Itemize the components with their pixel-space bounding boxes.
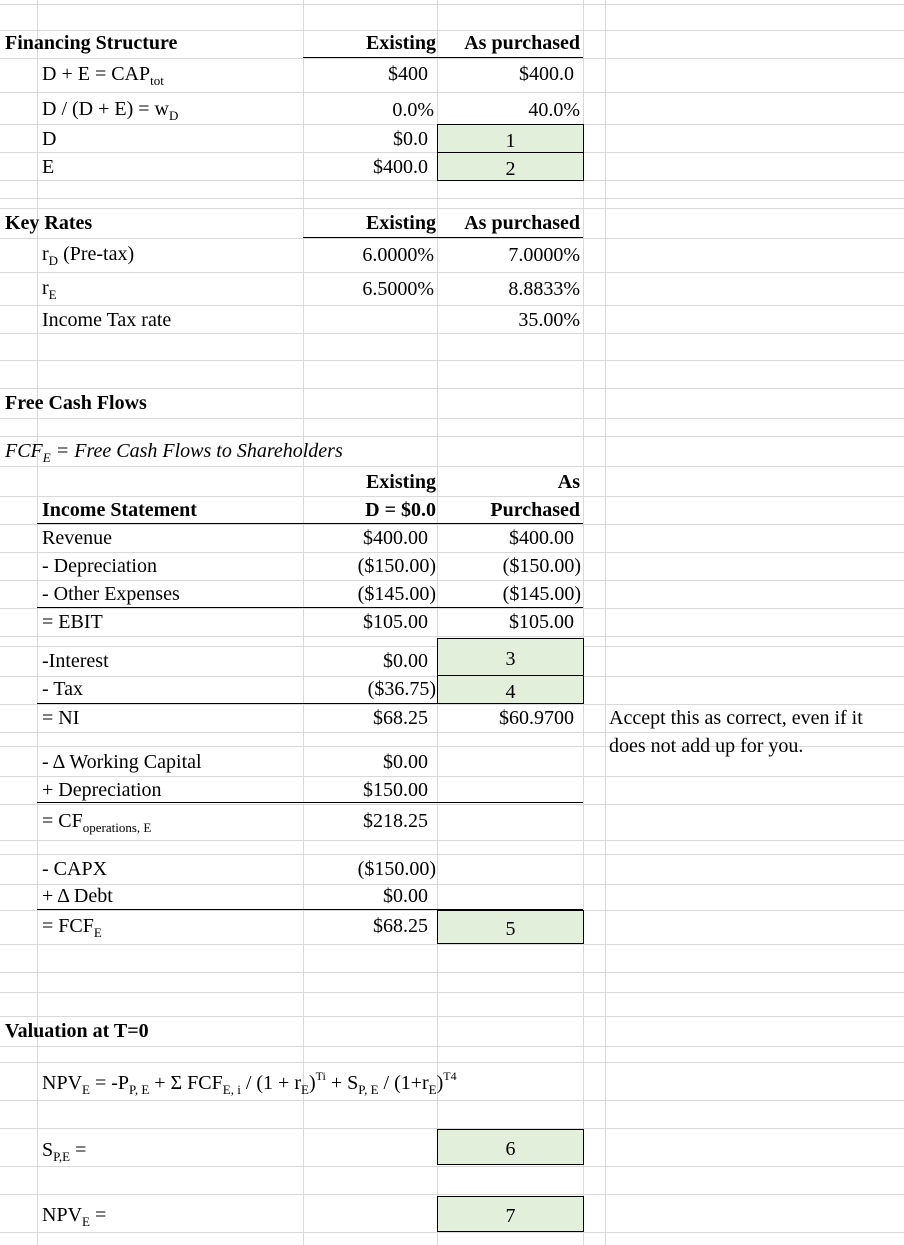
income-statement-header: Income Statement: [42, 499, 197, 521]
section-title-fcf: Free Cash Flows: [5, 392, 147, 414]
fcf-definition: $FCF_E$ = Free Cash Flows to Shareholders: [5, 440, 343, 465]
tax-existing: ($36.75): [367, 678, 436, 700]
row-label-revenue: Revenue: [42, 527, 112, 549]
row-label-working-capital: - Δ Working Capital: [42, 751, 202, 773]
other-expenses-purchased: ($145.00): [502, 583, 581, 605]
equity-rate-existing: 6.5000%: [362, 278, 434, 300]
row-label-capx: - CAPX: [42, 858, 108, 880]
section-title-rates: Key Rates: [5, 212, 93, 234]
equity-rate-purchased: 8.8833%: [508, 278, 580, 300]
fcf-col-header-as: As: [557, 471, 580, 493]
row-label-capital: $D + E = CAP_{tot}$: [42, 63, 164, 88]
section-title-valuation: Valuation at T=0: [5, 1020, 149, 1042]
ebit-underline: [37, 607, 583, 608]
col-header-existing: Existing: [365, 32, 436, 54]
ebit-purchased: $105.00: [509, 611, 574, 633]
section-title-financing: Financing Structure: [5, 32, 178, 54]
header-underline: [303, 57, 583, 58]
row-label-delta-debt: + Δ Debt: [42, 885, 113, 907]
row-label-tax-rate: Income Tax rate: [42, 309, 172, 331]
other-expenses-existing: ($145.00): [357, 583, 436, 605]
capital-existing: $400: [388, 63, 428, 85]
row-label-equity-rate: $r_E$: [42, 277, 57, 302]
rates-col-header-existing: Existing: [365, 212, 436, 234]
debt-existing: $0.0: [393, 128, 428, 150]
tax-rate-purchased: 35.00%: [518, 309, 580, 331]
net-income-existing: $68.25: [373, 707, 428, 729]
ni-underline: [37, 703, 437, 704]
delta-debt-existing: $0.00: [383, 885, 428, 907]
answer-cell-6[interactable]: 6: [437, 1129, 584, 1165]
interest-existing: $0.00: [383, 650, 428, 672]
row-label-debt: D: [42, 128, 57, 150]
net-income-note: Accept this as correct, even if it does not add up for you.: [609, 707, 863, 757]
grid-col-line: [583, 0, 584, 1245]
debt-rate-existing: 6.0000%: [362, 244, 434, 266]
grid-col-line: [37, 0, 38, 1245]
cfo-underline: [37, 802, 583, 803]
row-label-interest: -Interest: [42, 650, 109, 672]
row-label-tax: - Tax: [42, 678, 83, 700]
row-label-npv: $NPV_E$ =: [42, 1204, 107, 1229]
answer-cell-4[interactable]: 4: [437, 675, 584, 704]
debt-weight-existing: 0.0%: [392, 99, 434, 121]
answer-cell-2[interactable]: 2: [437, 152, 584, 181]
row-label-net-income: = NI: [42, 707, 80, 729]
revenue-purchased: $400.00: [509, 527, 574, 549]
fcf-col-header-existing: Existing: [365, 471, 436, 493]
row-label-ebit: = EBIT: [42, 611, 103, 633]
depreciation-purchased: ($150.00): [502, 555, 581, 577]
answer-cell-1[interactable]: 1: [437, 124, 584, 153]
row-label-other-expenses: - Other Expenses: [42, 583, 180, 605]
cf-operations-existing: $218.25: [363, 810, 428, 832]
ebit-existing: $105.00: [363, 611, 428, 633]
row-label-cf-operations: = $CF_{operations, E}$: [42, 810, 152, 835]
answer-cell-3[interactable]: 3: [437, 638, 584, 676]
row-label-add-depreciation: + Depreciation: [42, 779, 162, 801]
npv-formula: $NPV_E = -P_{P, E} + \Sigma$ $FCF_{E, i} / (1 + r_E)^{Ti} + S_{P, E} / (1+r_E)^{T4}$: [42, 1069, 457, 1097]
equity-existing: $400.0: [373, 156, 428, 178]
income-header-underline: [37, 523, 583, 524]
capx-existing: ($150.00): [357, 858, 436, 880]
answer-cell-7[interactable]: 7: [437, 1196, 584, 1232]
row-label-fcfe: = $FCF_E$: [42, 915, 102, 940]
answer-cell-5[interactable]: 5: [437, 910, 584, 944]
rates-header-underline: [303, 237, 583, 238]
debt-weight-purchased: 40.0%: [528, 99, 580, 121]
depreciation-existing: ($150.00): [357, 555, 436, 577]
working-capital-existing: $0.00: [383, 751, 428, 773]
capital-purchased: $400.0: [519, 63, 574, 85]
net-income-purchased: $60.9700: [499, 707, 574, 729]
rates-col-header-purchased: As purchased: [464, 212, 580, 234]
col-header-purchased: As purchased: [464, 32, 580, 54]
row-label-equity: E: [42, 156, 55, 178]
row-label-debt-rate: $r_D$ (Pre-tax): [42, 243, 135, 268]
row-label-debt-weight: $D / (D + E) = w_D$: [42, 98, 179, 123]
fcf-col-header-debt: D = $0.0: [365, 499, 436, 521]
row-label-sale-price: $S_{P,E}$ =: [42, 1139, 87, 1164]
row-label-depreciation: - Depreciation: [42, 555, 157, 577]
fcf-col-header-purchased: Purchased: [490, 499, 580, 521]
add-depreciation-existing: $150.00: [363, 779, 428, 801]
revenue-existing: $400.00: [363, 527, 428, 549]
fcfe-existing: $68.25: [373, 915, 428, 937]
grid-col-line: [605, 0, 606, 1245]
debt-rate-purchased: 7.0000%: [508, 244, 580, 266]
